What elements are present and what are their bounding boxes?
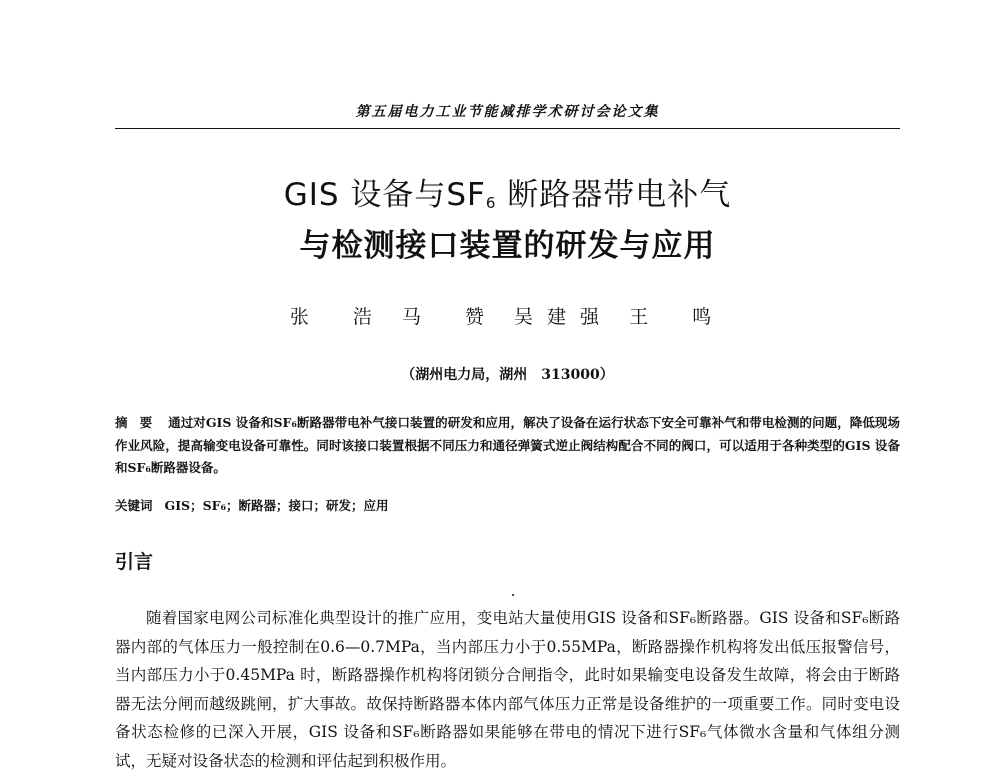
author-name: 马 赞 — [401, 306, 498, 328]
abstract-label: 摘要 — [115, 415, 165, 430]
keywords — [115, 496, 900, 514]
keywords-label: 关键词 — [115, 498, 153, 513]
scan-speck — [512, 594, 514, 596]
running-header: 第五届电力工业节能减排学术研讨会论文集 — [355, 104, 660, 120]
author-list — [115, 302, 900, 329]
title-part-b: 断路器带电补气 — [496, 177, 732, 213]
author-name: 吴建强 — [514, 306, 614, 328]
title-subscript: 6 — [485, 194, 497, 212]
abstract — [115, 412, 900, 480]
abstract-text: 通过对GIS 设备和SF₆断路器带电补气接口装置的研发和应用，解决了设备在运行状态下安全可靠补气和带电检测的问题，降低现场作业风险，提高输变电设备可靠性。同时该接口装置根据不同压力和通径弹簧式逆止阀结构配合不同的阀口，可以适用于各种类型的GIS 设备和SF₆断路器设备。 — [115, 415, 900, 475]
section-heading: 引言 — [115, 551, 154, 573]
paper-title-line-2: 与检测接口装置的研发与应用 — [299, 228, 716, 264]
author-name: 张 浩 — [289, 306, 386, 328]
body-paragraph: 随着国家电网公司标准化典型设计的推广应用，变电站大量使用GIS 设备和SF₆断路器。GIS 设备和SF₆断路器内部的气体压力一般控制在0.6—0.7MPa，当内部压力小于0.55MPa，断路器操作机构将发出低压报警信号，当内部压力小于0.45MPa 时，断路器操作机构将闭锁分合闸指令，此时如果输变电设备发生故障，将会由于断路器无法分闸而越级跳闸，扩大事故。故保持断路器本体内部气体压力正常是设备维护的一项重要工作。同时变电设备状态检修的已深入开展，GIS 设备和SF₆断路器如果能够在带电的情况下进行SF₆气体微水含量和气体组分测试，无疑对设备状态的检测和评估起到积极作用。 — [115, 609, 900, 770]
title-part-a: GIS 设备与SF — [283, 177, 486, 213]
author-name: 王 鸣 — [629, 306, 726, 328]
header-rule — [115, 128, 900, 129]
paper-title-line-1 — [115, 177, 900, 213]
affiliation: （湖州电力局，湖州 313000） — [401, 367, 614, 383]
keywords-text: GIS；SF₆；断路器；接口；研发；应用 — [164, 498, 389, 513]
